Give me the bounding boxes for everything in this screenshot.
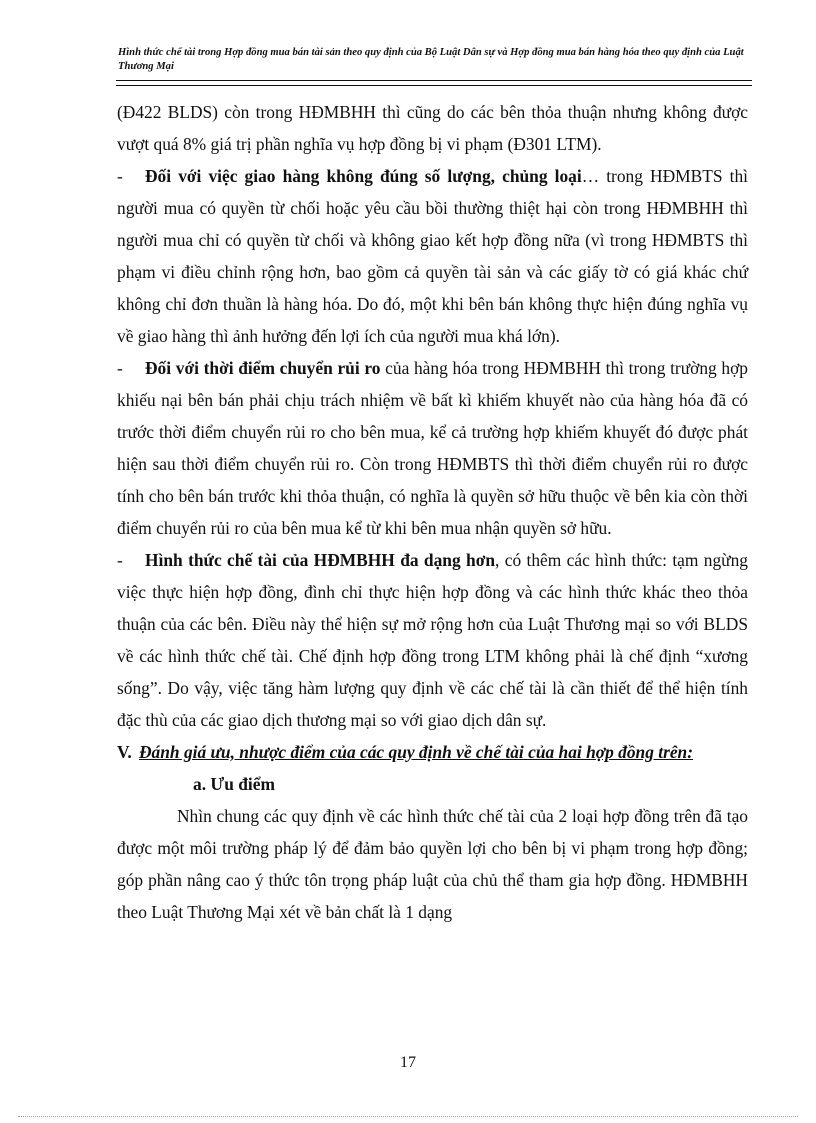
document-running-header: Hình thức chế tài trong Hợp đồng mua bán tài sản theo quy định của Bộ Luật Dân sự và Hợp đồng mua bán hàng hóa theo quy định của Luật Thương Mại — [118, 47, 744, 72]
list-dash: - — [117, 166, 123, 186]
paragraph-penalty-limit: (Đ422 BLDS) còn trong HĐMBHH thì cũng do các bên thỏa thuận nhưng không được vượt quá 8% giá trị phần nghĩa vụ hợp đồng bị vi phạm (Đ301 LTM). — [117, 102, 748, 154]
text-sanctions: , có thêm các hình thức: tạm ngừng việc thực hiện hợp đồng, đình chỉ thực hiện hợp đồng và các hình thức khác theo thỏa thuận của các bên. Điều này thể hiện sự mở rộng hơn của Luật Thương mại so với BLDS về các hình thức chế tài. Chế định hợp đồng trong LTM không phải là chế định “xương sống”. Do vậy, việc tăng hàm lượng quy định về các chế tài là cần thiết để thể hiện tính đặc thù của các giao dịch thương mại so với giao dịch dân sự. — [117, 550, 748, 730]
text-delivery: … trong HĐMBTS thì người mua có quyền từ chối hoặc yêu cầu bồi thường thiệt hại còn trong HĐMBHH thì người mua chỉ có quyền từ chối và không giao kết hợp đồng nữa (vì trong HĐMBTS thì phạm vi điều chỉnh rộng hơn, bao gồm cả quyền tài sản và các giấy tờ có giá khác chứ không chỉ đơn thuần là hàng hóa. Do đó, một khi bên bán không thực hiện đúng nghĩa vụ về giao hàng thì ảnh hưởng đến lợi ích của người mua khá lớn). — [117, 166, 749, 346]
list-dash: - — [117, 550, 123, 570]
paragraph-advantages: Nhìn chung các quy định về các hình thức chế tài của 2 loại hợp đồng trên đã tạo được một môi trường pháp lý để đảm bảo quyền lợi cho bên bị vi phạm trong hợp đồng; góp phần nâng cao ý thức tôn trọng pháp luật của chủ thể tham gia hợp đồng. HĐMBHH theo Luật Thương Mại xét về bản chất là 1 dạng — [117, 806, 748, 922]
section-number: V. — [117, 742, 132, 762]
list-dash: - — [117, 358, 123, 378]
section-title: Đánh giá ưu, nhược điểm của các quy định về chế tài của hai hợp đồng trên: — [139, 742, 694, 762]
page-number: 17 — [400, 1054, 416, 1071]
subheading-advantages: a. Ưu điểm — [193, 774, 275, 794]
paragraph-delivery-quantity — [117, 160, 748, 352]
paragraph-risk-transfer — [117, 352, 748, 544]
section-heading-v — [117, 736, 748, 768]
bold-lead-sanctions: Hình thức chế tài của HĐMBHH đa dạng hơn — [145, 550, 496, 570]
text-risk: của hàng hóa trong HĐMBHH thì trong trường hợp khiếu nại bên bán phải chịu trách nhiệm về bất kì khiếm khuyết nào của hàng hóa đã có trước thời điểm chuyển rủi ro cho bên mua, kể cả trường hợp khiếm khuyết đó được phát hiện sau thời điểm chuyển rủi ro. Còn trong HĐMBTS thì thời điểm chuyển rủi ro được tính cho bên bán trước khi thỏa thuận, có nghĩa là quyền sở hữu thuộc về bên kia còn thời điểm chuyển rủi ro của bên mua kể từ khi bên mua nhận quyền sở hữu. — [117, 358, 748, 538]
paragraph-sanction-forms — [117, 544, 748, 736]
bold-lead-risk: Đối với thời điểm chuyển rủi ro — [145, 358, 381, 378]
document-body — [117, 96, 748, 928]
page-bottom-dotted-border — [18, 1116, 798, 1117]
header-double-rule — [116, 80, 752, 86]
bold-lead-delivery: Đối với việc giao hàng không đúng số lượng, chủng loại — [145, 166, 582, 186]
